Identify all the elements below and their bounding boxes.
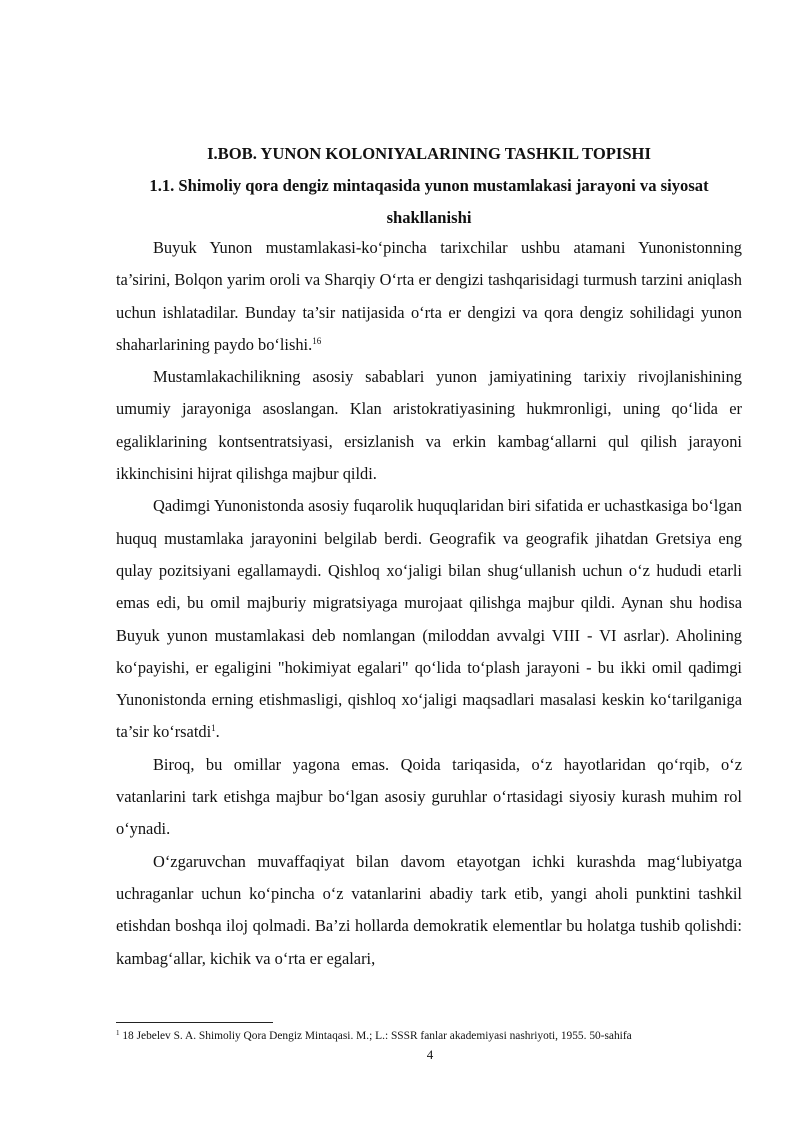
paragraph-text: Qadimgi Yunonistonda asosiy fuqarolik huquqlaridan biri sifatida er uchastkasiga bo‘lgan huquq mustamlaka jarayonini belgilab berdi. Geografik va geografik jihatdan Gretsiya eng qulay pozitsiyani egallamaydi. Qishloq xo‘jaligi bilan shug‘ullanish uchun o‘z hududi etarli emas edi, bu omil majburiy migratsiyaga murojaat qilishga majbur qildi. Aynan shu hodisa Buyuk yunon mustamlakasi deb nomlangan (miloddan avvalgi VIII - VI asrlar). Aholining ko‘payishi, er egaligini "hokimiyat egalari" qo‘lida to‘plash jarayoni - bu ikki omil qadimgi Yunonistonda erning etishmasligi, qishloq xo‘jaligi maqsadlari masalasi keskin ko‘tarilganiga ta’sir ko‘rsatdi <box>116 496 742 742</box>
paragraph-text: O‘zgaruvchan muvaffaqiyat bilan davom etayotgan ichki kurashda mag‘lubiyatga uchraganlar uchun ko‘pincha o‘z vatanlarini abadiy tark etib, yangi aholi punktini tashkil etishdan boshqa iloj qolmadi. Ba’zi hollarda demokratik elementlar bu holatga tushib qolishdi: kambag‘allar, kichik va o‘rta er egalari, <box>116 851 742 968</box>
footnote-text: 18 Jebelev S. A. Shimoliy Qora Dengiz Mintaqasi. M.; L.: SSSR fanlar akademiyasi nashriyoti, 1955. 50-sahifa <box>119 1030 632 1042</box>
footnote-reference: 1 <box>211 723 216 734</box>
body-text <box>116 232 742 975</box>
paragraph-text: Biroq, bu omillar yagona emas. Qoida tariqasida, o‘z hayotlaridan qo‘rqib, o‘z vatanlarini tark etishga majbur bo‘lgan asosiy guruhlar o‘rtasidagi siyosiy kurash muhim rol o‘ynadi. <box>116 754 742 839</box>
footnote <box>116 1029 746 1043</box>
footnote-mark: 1 <box>116 1029 120 1037</box>
paragraph-text: Mustamlakachilikning asosiy sabablari yunon jamiyatining tarixiy rivojlanishining umumiy jarayoniga asoslangan. Klan aristokratiyasining hukmronligi, uning qo‘lida er egaliklarining kontsentratsiyasi, ersizlanish va erkin kambag‘allarni qul qilish jarayoni ikkinchisini hijrat qilishga majbur qildi. <box>116 367 742 484</box>
paragraph <box>116 490 742 748</box>
footnote-divider <box>116 1022 273 1023</box>
page-number: 4 <box>426 1047 434 1062</box>
paragraph-text: Buyuk Yunon mustamlakasi-ko‘pincha tarixchilar ushbu atamani Yunonistonning ta’sirini, Bolqon yarim oroli va Sharqiy O‘rta er dengizi tashqarisidagi turmush tarzini aniqlash uchun ishlatadilar. Bunday ta’sir natijasida o‘rta er dengizi va qora dengiz sohilidagi yunon shaharlarining paydo bo‘lishi. <box>116 238 742 354</box>
footnote-reference: 16 <box>312 335 322 346</box>
headings <box>116 142 742 234</box>
chapter-title: I.BOB. YUNON KOLONIYALARINING TASHKIL TOPISHI <box>207 144 651 163</box>
section-title: 1.1. Shimoliy qora dengiz mintaqasida yunon mustamlakasi jarayoni va siyosat shakllanishi <box>149 176 709 227</box>
paragraph <box>116 361 742 490</box>
paragraph-text-end: . <box>215 722 220 742</box>
paragraph <box>116 846 742 975</box>
paragraph <box>116 749 742 846</box>
paragraph <box>116 232 742 361</box>
